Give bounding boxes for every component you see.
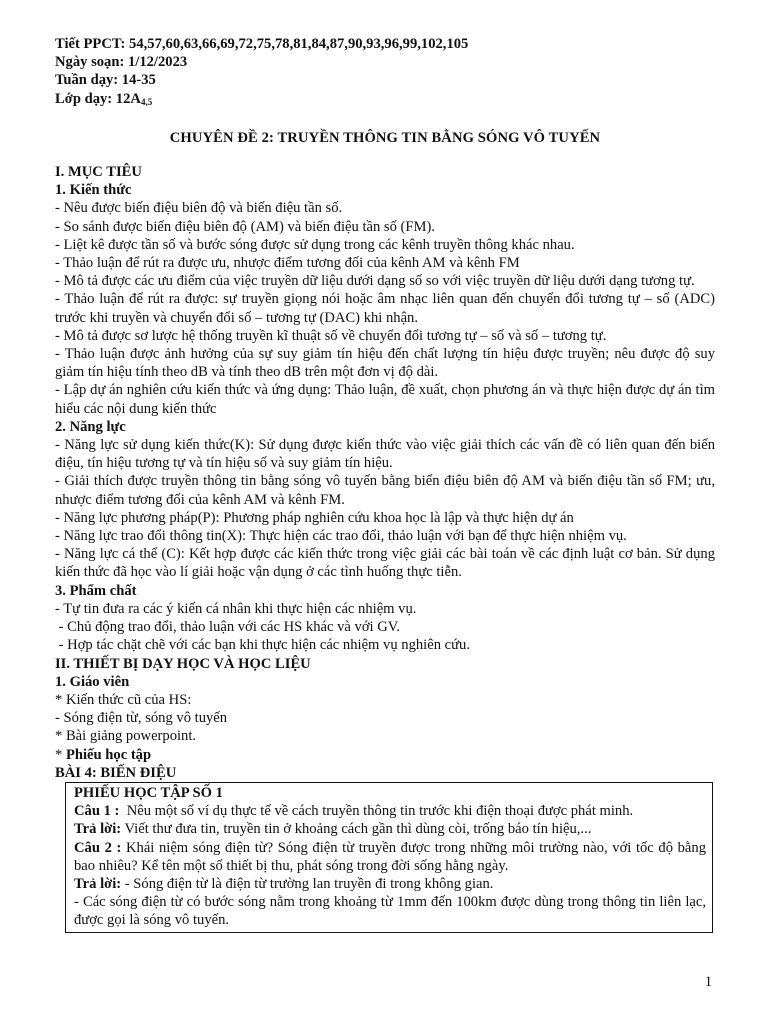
- document-page: [55, 35, 715, 933]
- competency-heading: 2. Năng lực: [55, 418, 126, 435]
- teacher-heading: 1. Giáo viên: [55, 673, 130, 690]
- question-2-label: Câu 2 :: [74, 839, 122, 856]
- answer-1-label: Trả lời:: [74, 821, 122, 838]
- class-line: [55, 90, 715, 111]
- question-2-text: Khái niệm sóng điện từ? Sóng điện từ truyền được trong những môi trường nào, với tốc độ bằng bao nhiêu? Kể tên một số thiết bị thu, phát sóng trong đời sống hằng ngày.: [74, 839, 706, 874]
- class-subscript: 4,5: [140, 96, 153, 107]
- answer-2-text: - Sóng điện từ là điện từ trường lan truyền đi trong không gian.: [121, 875, 494, 892]
- teacher-item: - Sóng điện từ, sóng vô tuyến: [55, 710, 228, 727]
- question-1-label: Câu 1 :: [74, 803, 120, 820]
- lesson-period-line: Tiết PPCT: 54,57,60,63,66,69,72,75,78,81,84,87,90,93,96,99,102,105: [55, 36, 469, 52]
- qualities-heading: 3. Phẩm chất: [55, 582, 137, 599]
- knowledge-item: - Nêu được biến điệu biên độ và biến điệu tần số.: [55, 200, 343, 217]
- knowledge-item: - Mô tả được các ưu điểm của việc truyền dữ liệu dưới dạng số so với việc truyền dữ liệu dưới dạng tương tự.: [55, 273, 695, 290]
- class-label: Lớp dạy: 12A: [55, 90, 141, 107]
- worksheet-label: Phiếu học tập: [65, 746, 152, 763]
- competency-item: - Năng lực cá thể (C): Kết hợp được các kiến thức trong việc giải các bài toán về các định luật cơ bản. Sử dụng kiến thức đã học vào lí giải hoặc vận dụng ở các tình huống thực tiễn.: [55, 546, 715, 581]
- quality-item: - Hợp tác chặt chẽ với các bạn khi thực hiện các nhiệm vụ nghiên cứu.: [55, 637, 470, 654]
- question-1: [74, 802, 706, 820]
- answer-2-label: Trả lời:: [74, 875, 122, 892]
- knowledge-item: - Liệt kê được tần số và bước sóng được sử dụng trong các kênh truyền thông khác nhau.: [55, 236, 575, 253]
- worksheet-box: [65, 782, 713, 933]
- competency-item: - Năng lực phương pháp(P): Phương pháp nghiên cứu khoa học là lập và thực hiện dự án: [55, 509, 574, 526]
- teacher-item: * Bài giảng powerpoint.: [55, 728, 197, 745]
- answer-2: [74, 875, 706, 893]
- lesson-heading: BÀI 4: BIẾN ĐIỆU: [55, 764, 177, 781]
- bullet-star: *: [55, 746, 66, 763]
- document-title: CHUYÊN ĐỀ 2: TRUYỀN THÔNG TIN BẰNG SÓNG VÔ TUYẾN: [169, 129, 601, 146]
- quality-item: - Chủ động trao đổi, thảo luận với các HS khác và với GV.: [55, 619, 401, 636]
- teacher-item: [55, 746, 715, 764]
- answer-1: [74, 820, 706, 838]
- quality-item: - Tự tin đưa ra các ý kiến cá nhân khi thực hiện các nhiệm vụ.: [55, 600, 417, 617]
- answer-1-text: Viết thư đưa tin, truyền tin ở khoảng cách gần thì dùng còi, trống báo tín hiệu,...: [121, 821, 592, 838]
- competency-item: - Năng lực trao đổi thông tin(X): Thực hiện các trao đổi, thảo luận với bạn để thực hiện nhiệm vụ.: [55, 528, 627, 545]
- section-equipment-heading: II. THIẾT BỊ DẠY HỌC VÀ HỌC LIỆU: [55, 655, 311, 672]
- knowledge-heading: 1. Kiến thức: [55, 182, 132, 199]
- competency-item: - Năng lực sử dụng kiến thức(K): Sử dụng được kiến thức vào việc giải thích các vấn đề có liên quan đến biến điệu, tín hiệu tương tự và tín hiệu số và suy giảm tín hiệu.: [55, 437, 715, 472]
- question-1-text: Nêu một số ví dụ thực tế về cách truyền thông tin trước khi điện thoại được phát minh.: [119, 803, 634, 820]
- knowledge-item: - Thảo luận để rút ra được ưu, nhược điểm tương đối của kênh AM và kênh FM: [55, 255, 520, 272]
- teacher-item: * Kiến thức cũ của HS:: [55, 691, 192, 708]
- answer-2-continued: - Các sóng điện từ có bước sóng nằm trong khoảng từ 1mm đến 100km được dùng trong thông tin liên lạc, được gọi là sóng vô tuyến.: [74, 894, 706, 929]
- section-objectives-heading: I. MỤC TIÊU: [55, 164, 142, 181]
- knowledge-item: - So sánh được biến điệu biên độ (AM) và biến điệu tần số (FM).: [55, 218, 436, 235]
- knowledge-item: - Thảo luận được ảnh hưởng của sự suy giảm tín hiệu đến chất lượng tín hiệu được truyền; nêu được độ suy giảm tín hiệu tính theo dB và tính theo dB trên một đơn vị độ dài.: [55, 346, 715, 381]
- competency-item: - Giải thích được truyền thông tin bằng sóng vô tuyến bằng biến điệu biên độ AM và biến điệu tần số FM; ưu, nhược điểm tương đối của kênh AM và kênh FM.: [55, 473, 715, 508]
- teaching-weeks-line: Tuần dạy: 14-35: [55, 72, 156, 89]
- knowledge-item: - Lập dự án nghiên cứu kiến thức và ứng dụng: Thảo luận, đề xuất, chọn phương án và thực hiện được dự án tìm hiểu các nội dung kiến thức: [55, 382, 715, 417]
- prepared-date-line: Ngày soạn: 1/12/2023: [55, 54, 188, 71]
- worksheet-title: PHIẾU HỌC TẬP SỐ 1: [74, 784, 223, 801]
- question-2: [74, 839, 706, 875]
- page-number: 1: [704, 974, 712, 990]
- knowledge-item: - Thảo luận để rút ra được: sự truyền giọng nói hoặc âm nhạc liên quan đến chuyển đổi tương tự – số (ADC) trước khi truyền và chuyển đổi số – tương tự (DAC) khi nhận.: [55, 291, 715, 326]
- knowledge-item: - Mô tả được sơ lược hệ thống truyền kĩ thuật số về chuyển đổi tương tự – số và số – tương tự.: [55, 327, 607, 344]
